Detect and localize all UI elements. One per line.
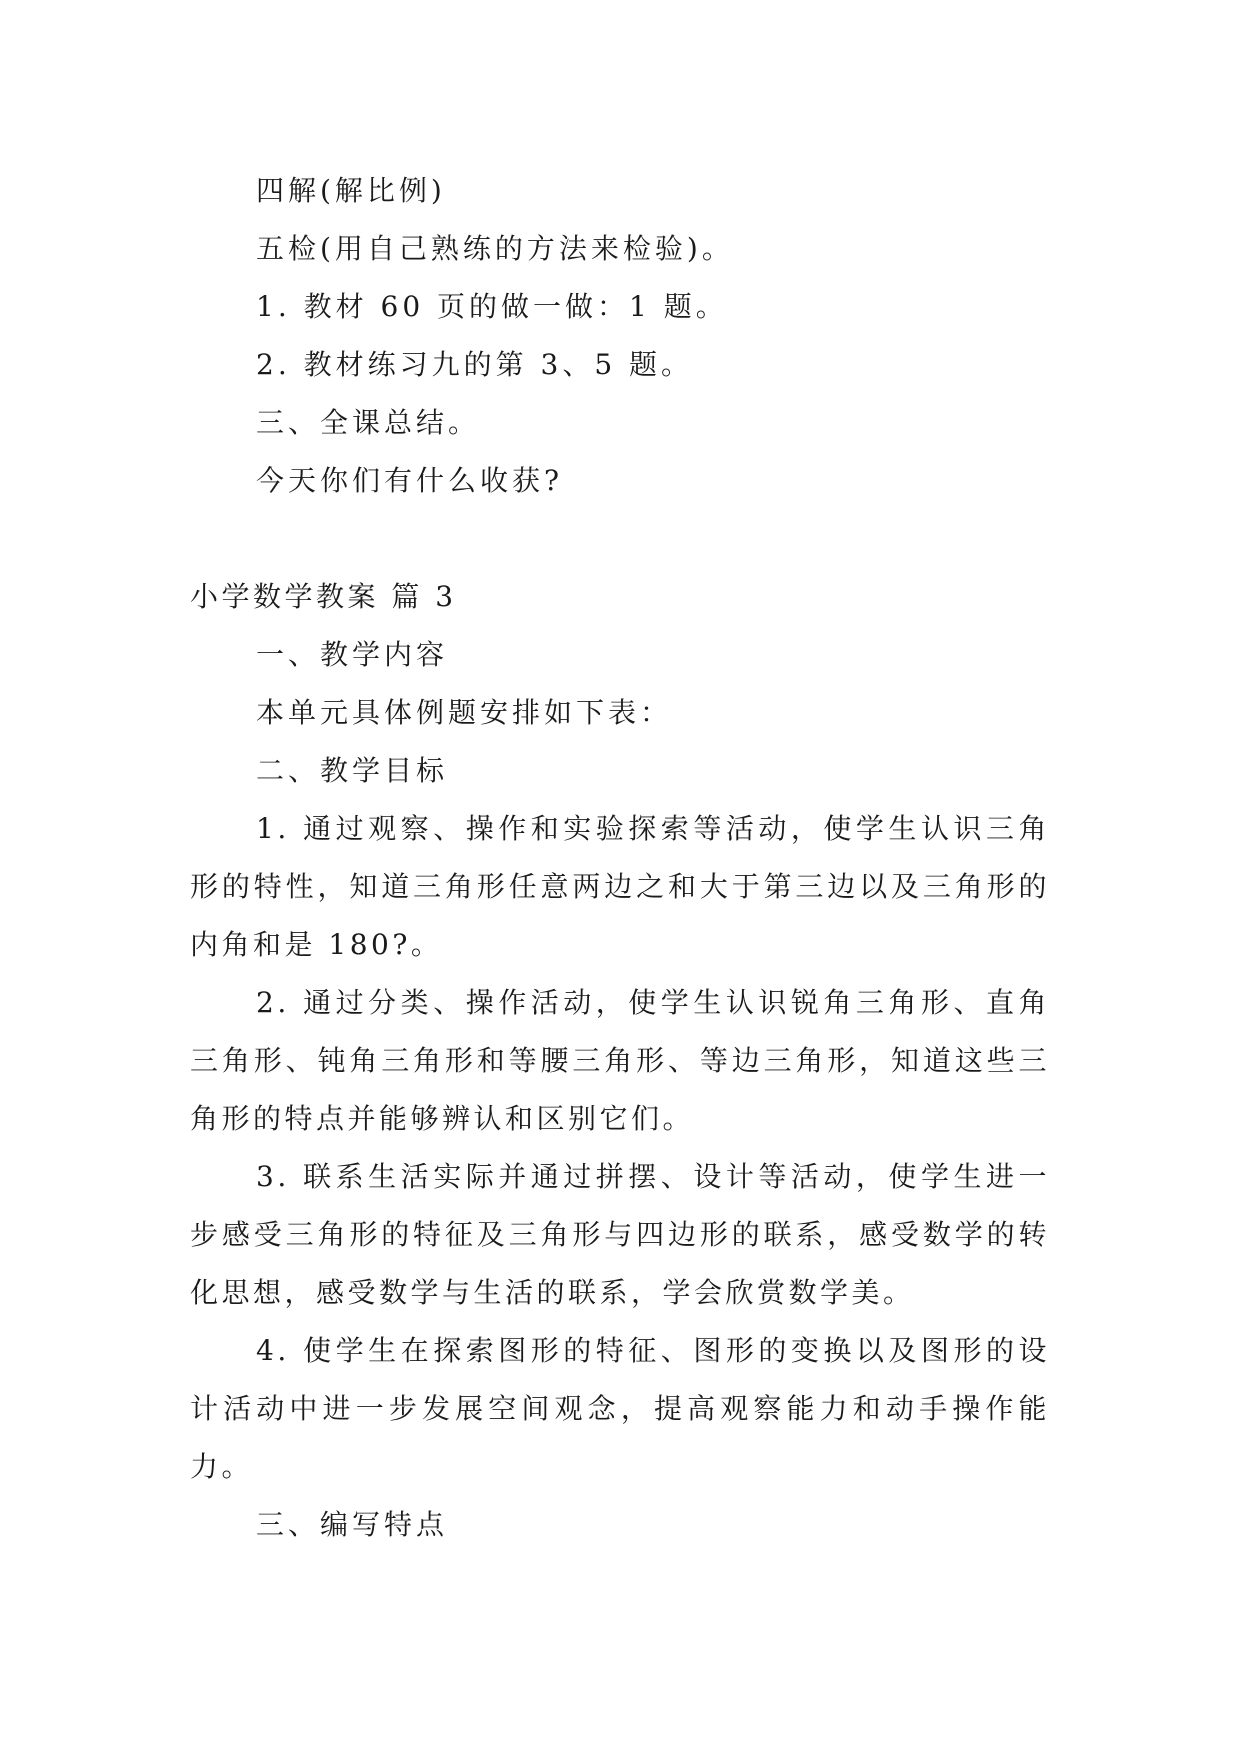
document-body	[190, 162, 1060, 1554]
section-spacer	[190, 510, 1060, 568]
heading-teaching-goals: 二、教学目标	[256, 754, 449, 787]
heading-writing-features: 三、编写特点	[256, 1508, 449, 1541]
goal-paragraph-2: 2. 通过分类、操作活动，使学生认识锐角三角形、直角三角形、钝角三角形和等腰三角形、等边三角形，知道这些三角形的特点并能够辨认和区别它们。	[190, 986, 1050, 1135]
exercise-item-2: 2. 教材练习九的第 3、5 题。	[256, 348, 694, 381]
goal-paragraph-4: 4. 使学生在探索图形的特征、图形的变换以及图形的设计活动中进一步发展空间观念，提高观察能力和动手操作能力。	[190, 1334, 1050, 1483]
summary-heading: 三、全课总结。	[256, 406, 481, 439]
step-five-line: 五检(用自己熟练的方法来检验)。	[256, 232, 734, 265]
goal-paragraph-3: 3. 联系生活实际并通过拼摆、设计等活动，使学生进一步感受三角形的特征及三角形与四边形的联系，感受数学的转化思想，感受数学与生活的联系，学会欣赏数学美。	[190, 1160, 1050, 1309]
heading-teaching-content: 一、教学内容	[256, 638, 449, 671]
section-title: 小学数学教案 篇 3	[190, 580, 457, 613]
summary-question: 今天你们有什么收获?	[256, 464, 564, 497]
step-four-line: 四解(解比例)	[256, 174, 446, 207]
exercise-item-1: 1. 教材 60 页的做一做：1 题。	[256, 290, 728, 323]
table-intro-line: 本单元具体例题安排如下表：	[256, 696, 673, 729]
goal-paragraph-1: 1. 通过观察、操作和实验探索等活动，使学生认识三角形的特性，知道三角形任意两边之和大于第三边以及三角形的内角和是 180?。	[190, 812, 1050, 961]
